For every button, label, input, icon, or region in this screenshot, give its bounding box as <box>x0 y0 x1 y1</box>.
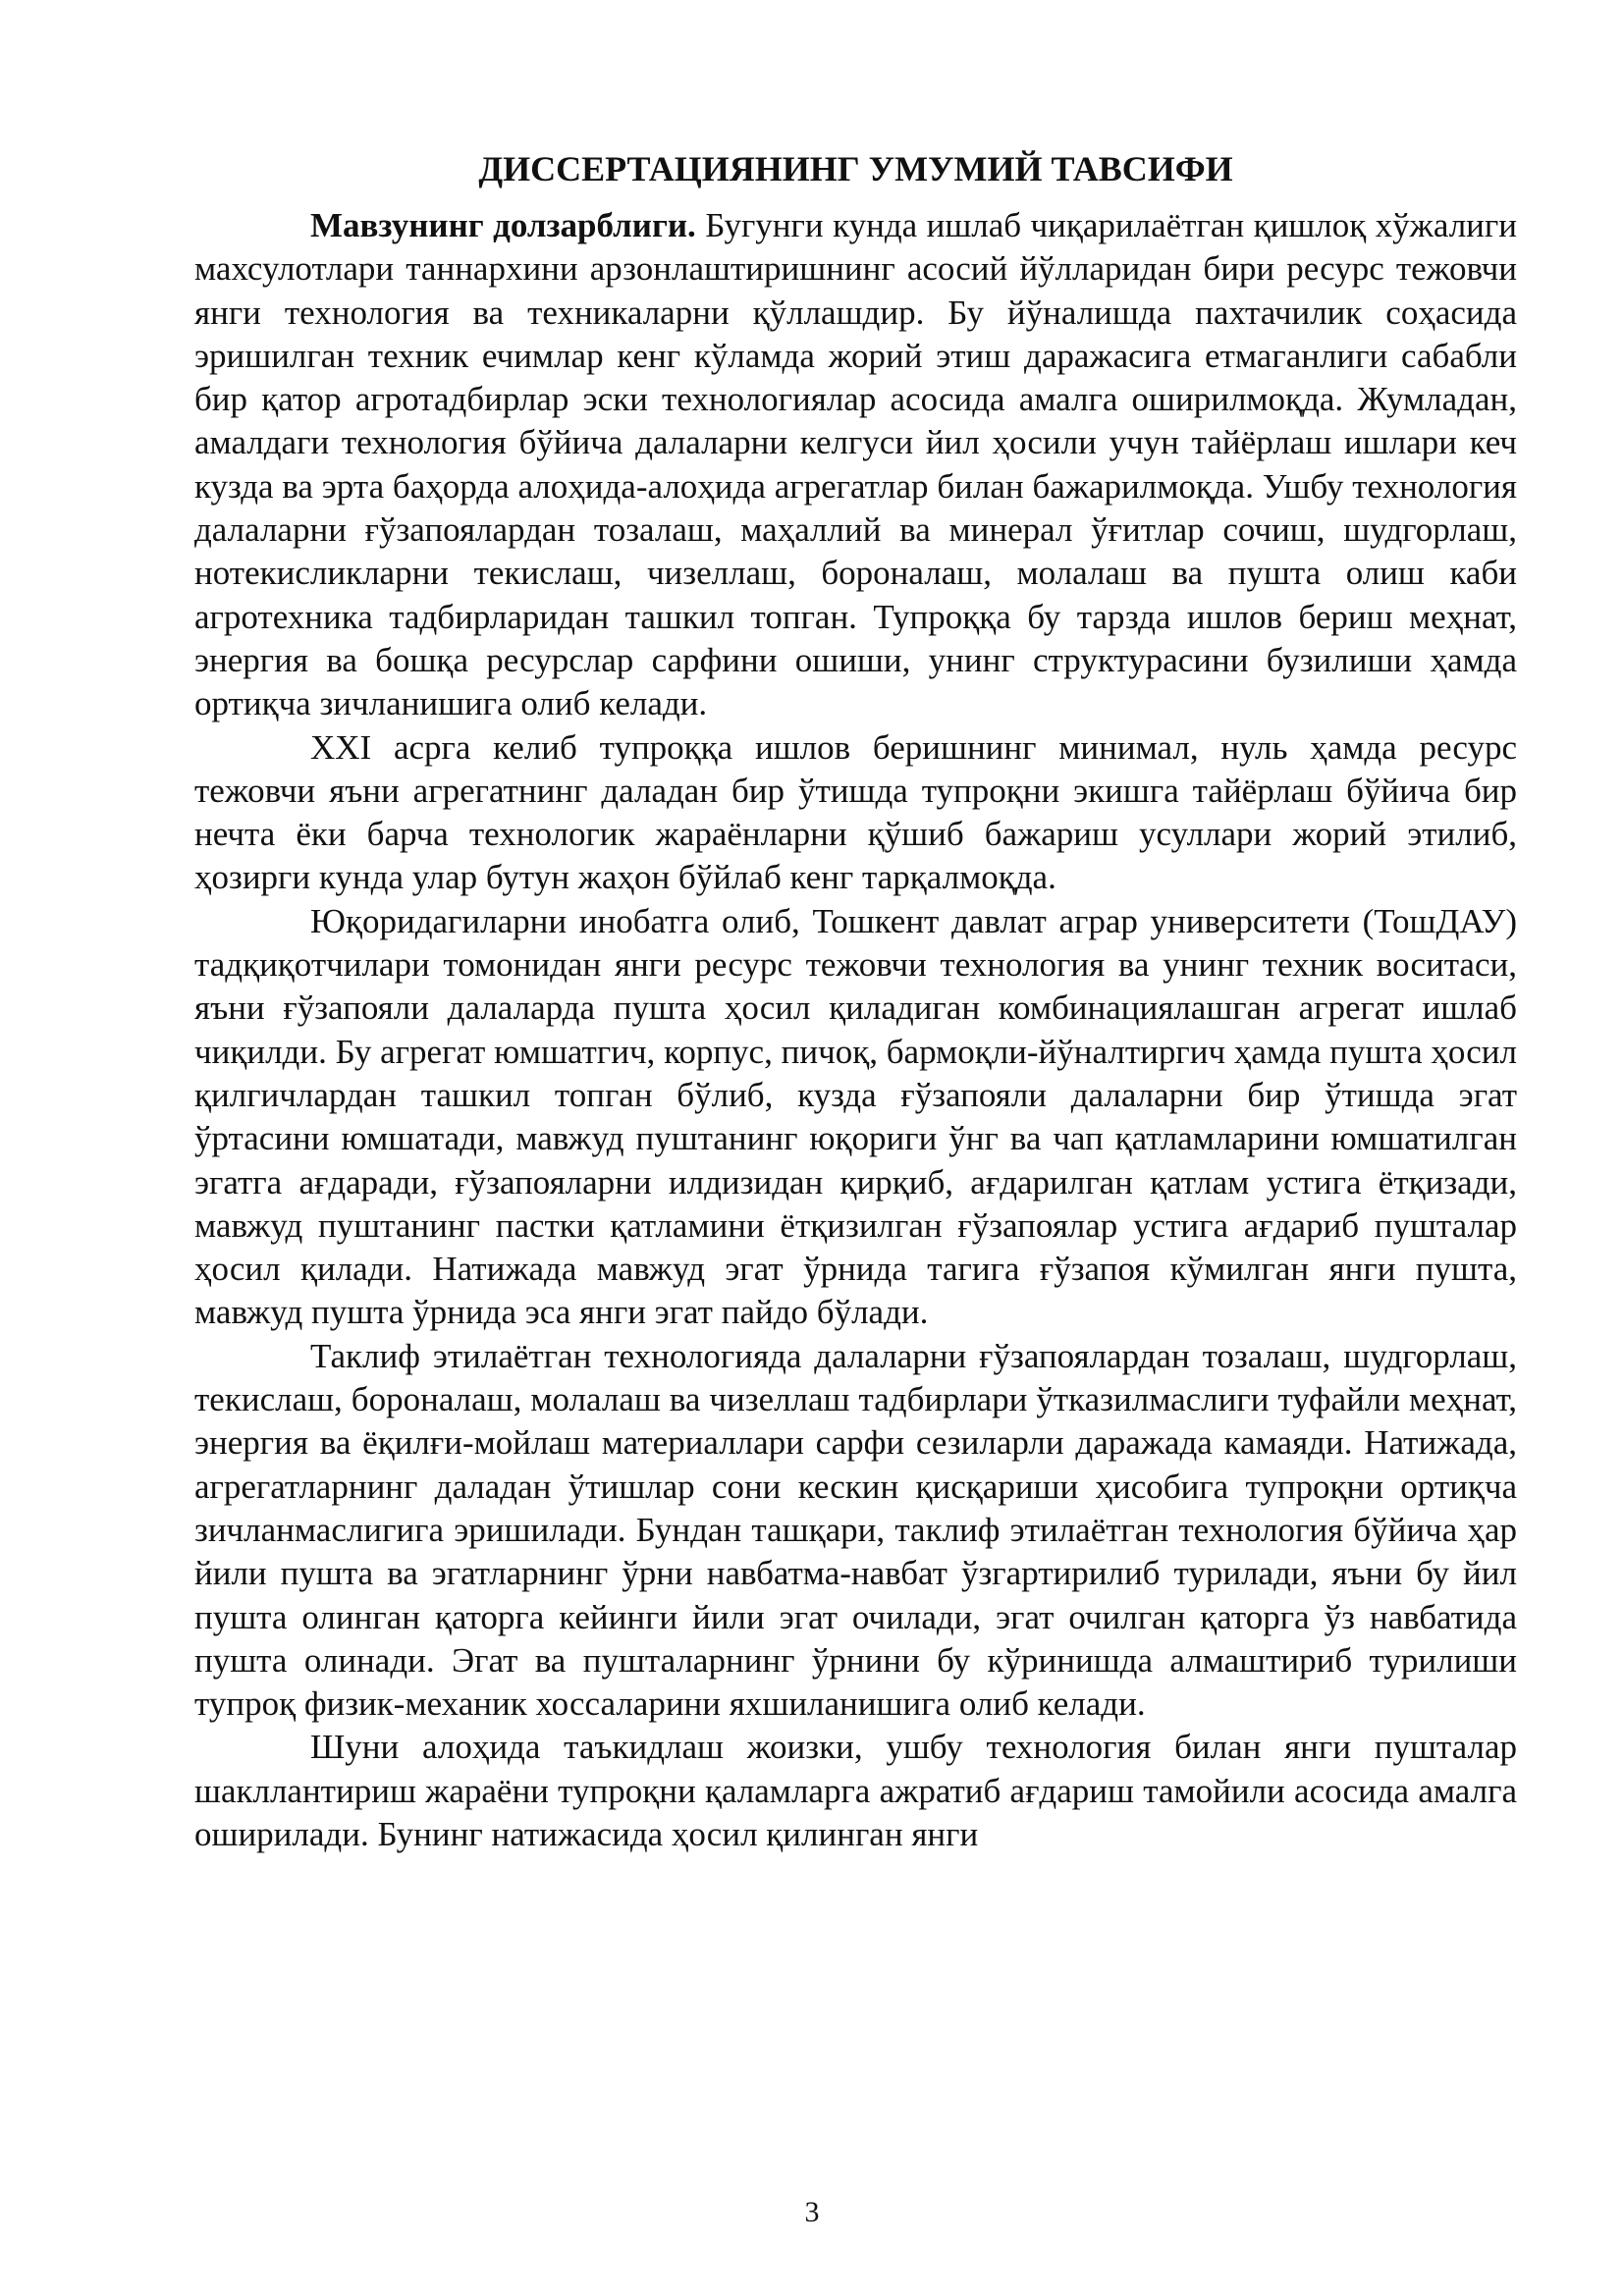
paragraph-text: Юқоридагиларни инобатга олиб, Тошкент давлат аграр университети (ТошДАУ) тадқиқотчилари томонидан янги ресурс тежовчи технология ва унинг техник воситаси, яъни ғўзапояли далаларда пушта ҳосил қиладиган комбинациялашган агрегат ишлаб чиқилди. Бу агрегат юмшатгич, корпус, пичоқ, бармоқли-йўналтиргич ҳамда пушта ҳосил қилгичлардан ташкил топган бўлиб, кузда ғўзапояли далаларни бир ўтишда эгат ўртасини юмшатади, мавжуд пуштанинг юқориги ўнг ва чап қатламларини юмшатилган эгатга ағдаради, ғўзапояларни илдизидан қирқиб, ағдарилган қатлам устига ётқизади, мавжуд пуштанинг пастки қатламини ётқизилган ғўзапоялар устига ағдариб пушталар ҳосил қилади. Натижада мавжуд эгат ўрнида тагига ғўзапоя кўмилган янги пушта, мавжуд пушта ўрнида эса янги эгат пайдо бўлади. <box>194 901 1517 1332</box>
paragraph-relevance <box>194 204 1517 726</box>
paragraph-text: Шуни алоҳида таъкидлаш жоизки, ушбу технология билан янги пушталар шакллантириш жараёни тупроқни қаламларга ажратиб ағдариш тамойили асосида амалга оширилади. Бунинг натижасида ҳосил қилинган янги <box>194 1728 1517 1853</box>
paragraph-text: XXI асрга келиб тупроққа ишлов беришнинг минимал, нуль ҳамда ресурс тежовчи яъни агрегатнинг даладан бир ўтишда тупроқни экишга тайёрлаш бўйича бир нечта ёки барча технологик жараёнларни қўшиб бажариш усуллари жорий этилиб, ҳозирги кунда улар бутун жаҳон бўйлаб кенг тарқалмоқда. <box>194 727 1517 897</box>
paragraph-proposed-technology <box>194 1335 1517 1727</box>
document-page <box>194 147 1517 1856</box>
paragraph-toshdau <box>194 900 1517 1335</box>
paragraph-text: Таклиф этилаётган технологияда далаларни ғўзапоялардан тозалаш, шудгорлаш, текислаш, бороналаш, молалаш ва чизеллаш тадбирлари ўтказилмаслиги туфайли меҳнат, энергия ва ёқилғи-мойлаш материаллари сарфи сезиларли даражада камаяди. Натижада, агрегатларнинг даладан ўтишлар сони кескин қисқариши ҳисобига тупроқни ортиқча зичланмаслигига эришилади. Бундан ташқари, таклиф этилаётган технология бўйича ҳар йили пушта ва эгатларнинг ўрни навбатма-навбат ўзгартирилиб турилади, яъни бу йил пушта олинган қаторга кейинги йили эгат очилади, эгат очилган қаторга ўз навбатида пушта олинади. Эгат ва пушталарнинг ўрнини бу кўринишда алмаштириб турилиши тупроқ физик-механик хоссаларини яхшиланишига олиб келади. <box>194 1336 1517 1724</box>
paragraph-xxi-century <box>194 726 1517 900</box>
paragraph-text: Бугунги кунда ишлаб чиқарилаётган қишлоқ хўжалиги махсулотлари таннархини арзонлаштиришнинг асосий йўлларидан бири ресурс тежовчи янги технология ва техникаларни қўллашдир. Бу йўналишда пахтачилик соҳасида эришилган техник ечимлар кенг кўламда жорий этиш даражасига етмаганлиги сабабли бир қатор агротадбирлар эски технологиялар асосида амалга оширилмоқда. Жумладан, амалдаги технология бўйича далаларни келгуси йил ҳосили учун тайёрлаш ишлари кеч кузда ва эрта баҳорда алоҳида-алоҳида агрегатлар билан бажарилмоқда. Ушбу технология далаларни ғўзапоялардан тозалаш, маҳаллий ва минерал ўғитлар сочиш, шудгорлаш, нотекисликларни текислаш, чизеллаш, бороналаш, молалаш ва пушта олиш каби агротехника тадбирларидан ташкил топган. Тупроққа бу тарзда ишлов бериш меҳнат, энергия ва бошқа ресурслар сарфини ошиши, унинг структурасини бузилиши ҳамда ортиқча зичланишига олиб келади. <box>194 206 1517 723</box>
paragraph-lead: Мавзунинг долзарблиги. <box>310 206 696 244</box>
page-number: 3 <box>804 2196 820 2228</box>
paragraph-emphasis <box>194 1726 1517 1856</box>
document-title: ДИССЕРТАЦИЯНИНГ УМУМИЙ ТАВСИФИ <box>478 149 1233 188</box>
